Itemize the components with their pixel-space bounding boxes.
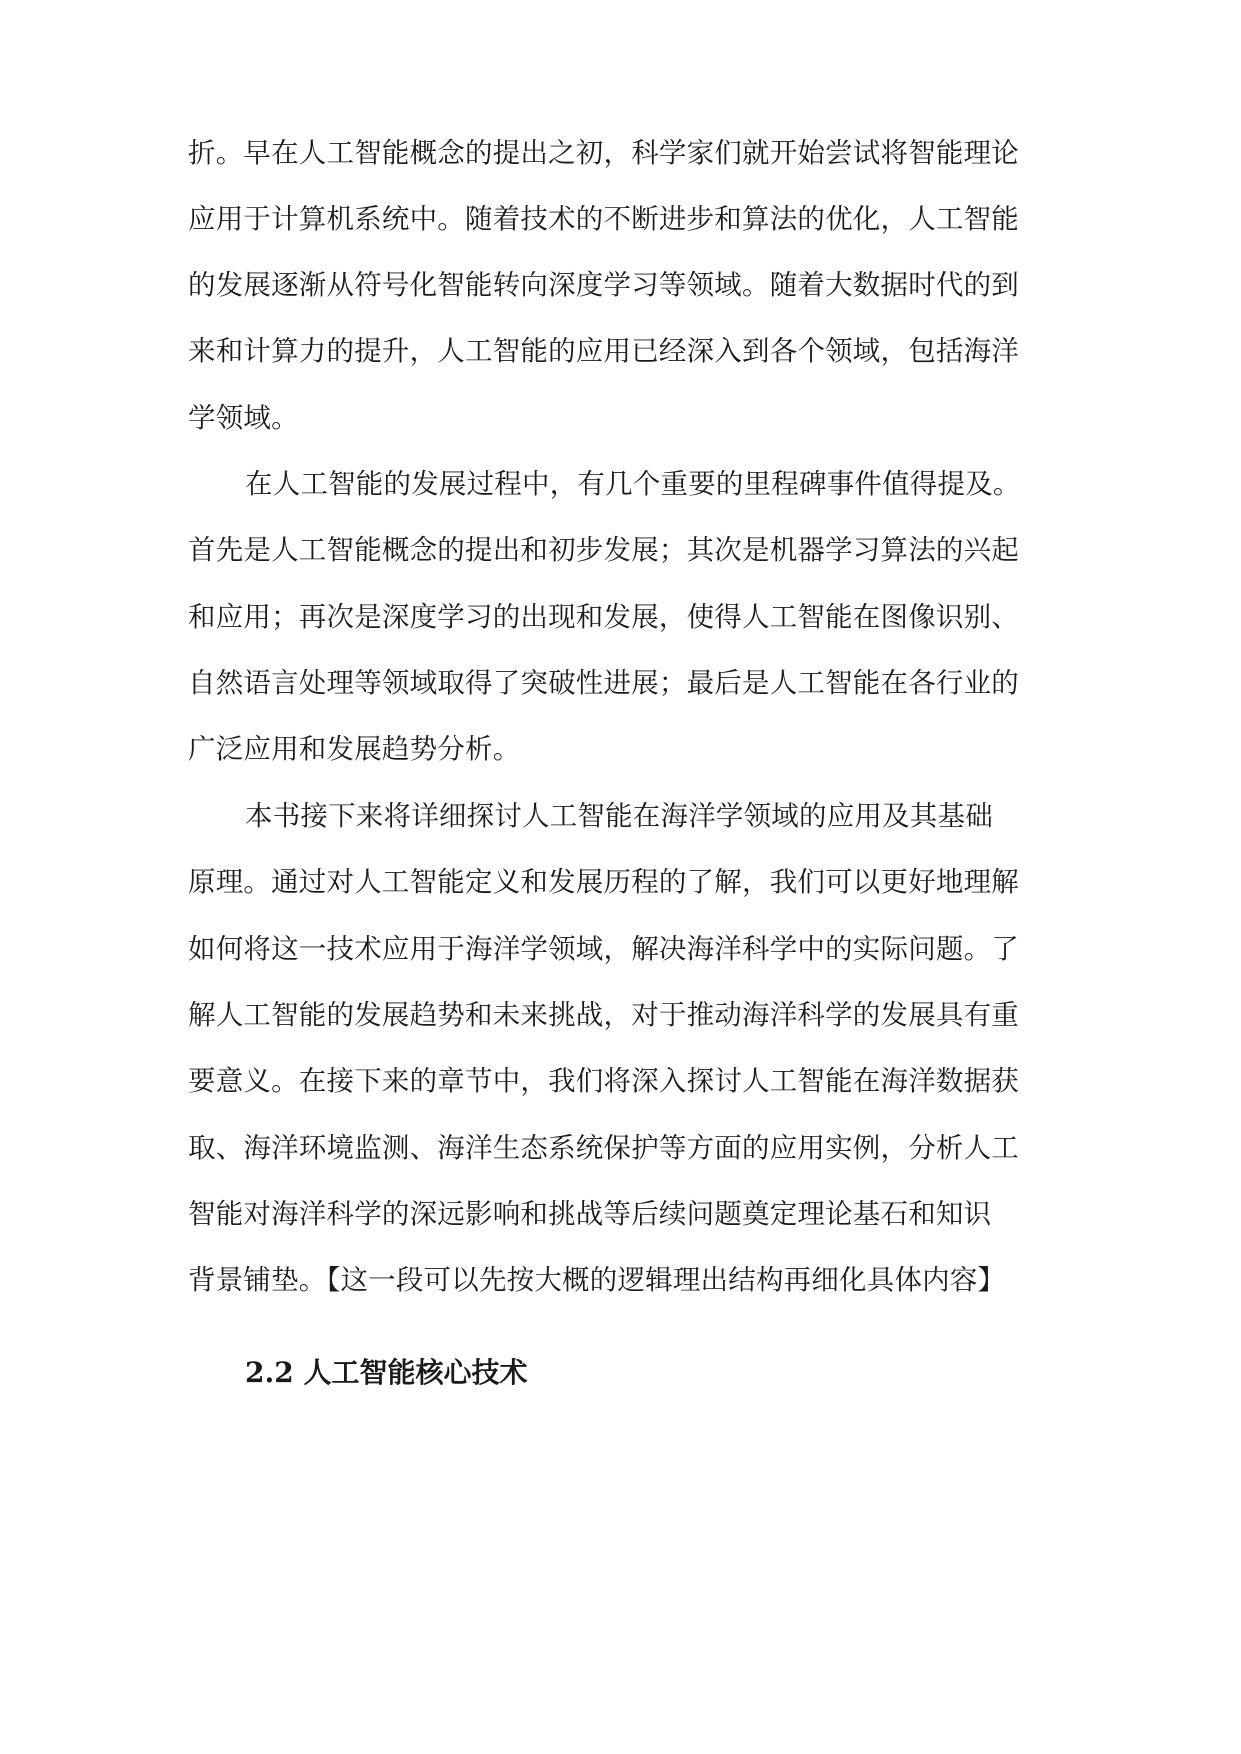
paragraph-1-line-2: 应用于计算机系统中。随着技术的不断进步和算法的优化，人工智能 <box>188 203 1019 235</box>
paragraph-3-line-8: 背景铺垫。【这一段可以先按大概的逻辑理出结构再细化具体内容】 <box>188 1264 1006 1296</box>
paragraph-1-line-5: 学领域。 <box>188 402 299 434</box>
paragraph-3-line-7: 智能对海洋科学的深远影响和挑战等后续问题奠定理论基石和知识 <box>188 1198 992 1230</box>
paragraph-1-line-3: 的发展逐渐从符号化智能转向深度学习等领域。随着大数据时代的到 <box>188 269 1019 301</box>
paragraph-1-line-1: 折。早在人工智能概念的提出之初，科学家们就开始尝试将智能理论 <box>188 137 1019 169</box>
paragraph-2-line-4: 自然语言处理等领域取得了突破性进展；最后是人工智能在各行业的 <box>188 667 1019 699</box>
paragraph-3-line-3: 如何将这一技术应用于海洋学领域，解决海洋科学中的实际问题。了 <box>188 933 1019 965</box>
paragraph-3-line-5: 要意义。在接下来的章节中，我们将深入探讨人工智能在海洋数据获 <box>188 1065 1019 1097</box>
paragraph-3-line-4: 解人工智能的发展趋势和未来挑战，对于推动海洋科学的发展具有重 <box>188 999 1019 1031</box>
paragraph-1-line-4: 来和计算力的提升，人工智能的应用已经深入到各个领域，包括海洋 <box>188 335 1019 367</box>
paragraph-2-line-3: 和应用；再次是深度学习的出现和发展，使得人工智能在图像识别、 <box>188 601 1019 633</box>
paragraph-2-line-5: 广泛应用和发展趋势分析。 <box>188 733 521 765</box>
section-heading: 2.2 人工智能核心技术 <box>245 1356 528 1389</box>
paragraph-2-line-2: 首先是人工智能概念的提出和初步发展；其次是机器学习算法的兴起 <box>188 534 1019 566</box>
paragraph-2-line-1: 在人工智能的发展过程中，有几个重要的里程碑事件值得提及。 <box>245 468 1021 500</box>
paragraph-3-line-2: 原理。通过对人工智能定义和发展历程的了解，我们可以更好地理解 <box>188 866 1019 898</box>
paragraph-3-line-6: 取、海洋环境监测、海洋生态系统保护等方面的应用实例，分析人工 <box>188 1132 1019 1164</box>
paragraph-3-line-1: 本书接下来将详细探讨人工智能在海洋学领域的应用及其基础 <box>245 800 993 832</box>
